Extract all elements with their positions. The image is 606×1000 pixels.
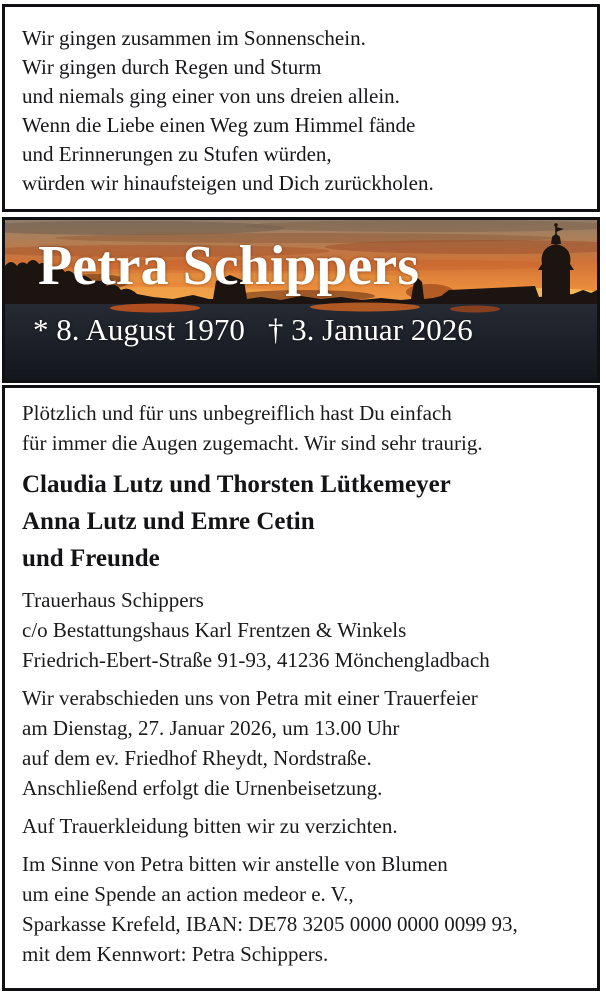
text-line: am Dienstag, 27. Januar 2026, um 13.00 Uhr — [22, 716, 400, 740]
announcement-section — [2, 385, 600, 991]
poem-line: und niemals ging einer von uns dreien allein. — [22, 84, 400, 108]
death-date: † 3. Januar 2026 — [267, 312, 473, 347]
text-line: um eine Spende an action medeor e. V., — [22, 882, 354, 906]
text-line: Wir verabschieden uns von Petra mit einer Trauerfeier — [22, 686, 478, 710]
text-line: Anschließend erfolgt die Urnenbeisetzung. — [22, 776, 383, 800]
service-details — [22, 683, 585, 803]
mourner-line: Claudia Lutz und Thorsten Lütkemeyer — [22, 471, 451, 498]
text-line: c/o Bestattungshaus Karl Frentzen & Winkels — [22, 618, 407, 642]
poem-text — [22, 24, 583, 198]
poem-section — [2, 4, 600, 212]
mourner-line: Anna Lutz und Emre Cetin — [22, 508, 315, 535]
poem-line: Wir gingen zusammen im Sonnenschein. — [22, 26, 366, 50]
text-line: Plötzlich und für uns unbegreiflich hast Du einfach — [22, 401, 452, 425]
attire-note — [22, 811, 585, 841]
birth-date: * 8. August 1970 — [33, 312, 245, 347]
deceased-name: Petra Schippers — [38, 235, 420, 297]
text-line: Friedrich-Ebert-Straße 91-93, 41236 Mönchengladbach — [22, 648, 490, 672]
text-line: Auf Trauerkleidung bitten wir zu verzichten. — [22, 814, 398, 838]
poem-line: Wir gingen durch Regen und Sturm — [22, 55, 322, 79]
intro-text — [22, 398, 585, 458]
life-dates — [33, 312, 473, 348]
text-line: Sparkasse Krefeld, IBAN: DE78 3205 0000 0000 0099 93, — [22, 912, 518, 936]
donation-note — [22, 849, 585, 969]
text-line: Trauerhaus Schippers — [22, 588, 204, 612]
text-line: Im Sinne von Petra bitten wir anstelle von Blumen — [22, 852, 448, 876]
poem-line: und Erinnerungen zu Stufen würden, — [22, 142, 332, 166]
funeral-home-address — [22, 585, 585, 675]
mourner-line: und Freunde — [22, 545, 160, 572]
text-line: mit dem Kennwort: Petra Schippers. — [22, 942, 329, 966]
text-line: für immer die Augen zugemacht. Wir sind sehr traurig. — [22, 431, 483, 455]
text-line: auf dem ev. Friedhof Rheydt, Nordstraße. — [22, 746, 372, 770]
poem-line: Wenn die Liebe einen Weg zum Himmel fände — [22, 113, 416, 137]
memorial-photo-section — [2, 217, 600, 383]
mourners-names — [22, 466, 585, 577]
poem-line: würden wir hinaufsteigen und Dich zurückholen. — [22, 171, 434, 195]
